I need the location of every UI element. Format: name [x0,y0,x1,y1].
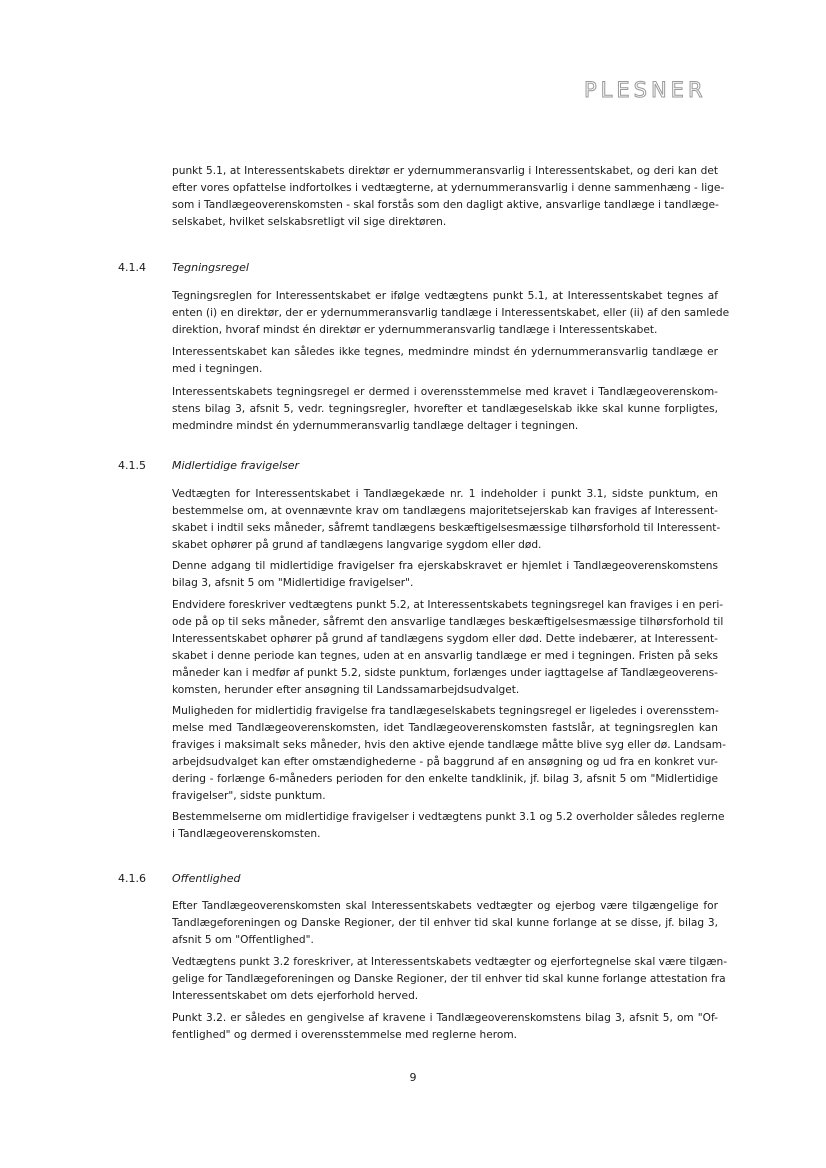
text-line: Bestemmelserne om midlertidige fravigelser i vedtægtens punkt 3.1 og 5.2 overholder således reglerne [172,811,725,823]
text-line: skabet ophører på grund af tandlægens langvarige sygdom eller død. [172,539,542,551]
text-line: Punkt 3.2. er således en gengivelse af kravene i Tandlægeoverenskomstens bilag 3, afsnit 5, om "Of- [172,1012,718,1024]
text-line: efter vores opfattelse indfortolkes i vedtægterne, at ydernummeransvarlig i denne sammenhæng - lige- [172,182,725,194]
text-line: Tegningsreglen for Interessentskabet er ifølge vedtægtens punkt 5.1, at Interessentskabet tegnes af [172,290,718,302]
paragraph [172,384,718,435]
text-line: melse med Tandlægeoverenskomsten, idet Tandlægeoverenskomsten fastslår, at tegningsreglen kan [172,722,718,734]
text-line: skabet i denne periode kan tegnes, uden at en ansvarlig tandlæge er med i tegningen. Fristen på seks [172,650,718,662]
section-heading: Tegningsregel [172,261,249,274]
text-line: Efter Tandlægeoverenskomsten skal Interessentskabets vedtægter og ejerbog være tilgængelige for [172,900,718,912]
text-line: Vedtægten for Interessentskabet i Tandlægekæde nr. 1 indeholder i punkt 3.1, sidste punktum, en [172,488,718,500]
text-line: Endvidere foreskriver vedtægtens punkt 5.2, at Interessentskabets tegningsregel kan fraviges i en peri- [172,599,724,611]
paragraph [172,597,724,699]
text-line: ode på op til seks måneder, såfremt den ansvarlige tandlæges beskæftigelsesmæssige tilhørsforhold til [172,616,724,628]
section-number: 4.1.4 [118,261,146,274]
paragraph [172,703,726,805]
text-line: Muligheden for midlertidig fravigelse fra tandlægeselskabets tegningsregel er ligeledes i overensstem- [172,705,719,717]
text-line: Interessentskabet kan således ikke tegnes, medmindre mindst én ydernummeransvarlig tandlæge er [172,346,718,358]
text-line: gelige for Tandlægeforeningen og Danske Regioner, der til enhver tid skal kunne forlange attestation fra [172,973,726,985]
section-heading: Midlertidige fravigelser [172,459,300,472]
text-line: Denne adgang til midlertidige fravigelser fra ejerskabskravet er hjemlet i Tandlægeoverenskomstens [172,560,718,572]
text-line: stens bilag 3, afsnit 5, vedr. tegningsregler, hvorefter et tandlægeselskab ikke skal kunne forpligtes, [172,403,718,415]
paragraph [172,344,718,378]
text-line: punkt 5.1, at Interessentskabets direktør er ydernummeransvarlig i Interessentskabet, og deri kan det [172,165,718,177]
text-line: bestemmelse om, at ovennævnte krav om tandlægens majoritetsejerskab kan fraviges af Interessent- [172,505,718,517]
text-line: dering - forlænge 6-måneders perioden for den enkelte tandklinik, jf. bilag 3, afsnit 5 om "Midlertidige [172,773,718,785]
paragraph [172,288,730,339]
section-number: 4.1.5 [118,459,146,472]
plesner-logo: PLESNER [584,78,707,102]
section-number: 4.1.6 [118,872,146,885]
page-number: 9 [409,1071,417,1084]
text-line: arbejdsudvalget kan efter omstændighederne - på baggrund af en ansøgning og ud fra en konkret vur- [172,756,718,768]
text-line: Vedtægtens punkt 3.2 foreskriver, at Interessentskabets vedtægter og ejerfortegnelse skal være tilgæn- [172,956,728,968]
text-line: medmindre mindst én ydernummeransvarlig tandlæge deltager i tegningen. [172,420,579,432]
paragraph [172,163,725,231]
paragraph [172,954,728,1005]
text-line: med i tegningen. [172,363,263,375]
text-line: Interessentskabet ophører på grund af tandlægens sygdom eller død. Dette indebærer, at Interessent- [172,633,718,645]
text-line: selskabet, hvilket selskabsretligt vil sige direktøren. [172,216,447,228]
text-line: fraviges i maksimalt seks måneder, hvis den aktive ejende tandlæge måtte blive syg eller dø. Landsam- [172,739,726,751]
paragraph [172,558,718,592]
text-line: Interessentskabet om dets ejerforhold herved. [172,990,419,1002]
paragraph [172,1010,718,1044]
text-line: enten (i) en direktør, der er ydernummeransvarlig tandlæge i Interessentskabet, eller (ii) af den samlede [172,307,730,319]
paragraph [172,898,718,949]
text-line: fentlighed" og dermed i overensstemmelse med reglerne herom. [172,1029,518,1041]
paragraph [172,809,725,843]
text-line: komsten, herunder efter ansøgning til Landssamarbejdsudvalget. [172,684,520,696]
text-line: direktion, hvoraf mindst én direktør er ydernummeransvarlig tandlæge i Interessentskabet. [172,324,658,336]
text-line: som i Tandlægeoverenskomsten - skal forstås som den dagligt aktive, ansvarlige tandlæge i tandlæge- [172,199,719,211]
text-line: fravigelser", sidste punktum. [172,790,326,802]
text-line: skabet i indtil seks måneder, såfremt tandlægens beskæftigelsesmæssige tilhørsforhold til Interessent- [172,522,721,534]
text-line: måneder kan i medfør af punkt 5.2, sidste punktum, forlænges under iagttagelse af Tandlægeoverens- [172,667,718,679]
text-line: i Tandlægeoverenskomsten. [172,828,321,840]
text-line: afsnit 5 om "Offentlighed". [172,934,314,946]
text-line: Tandlægeforeningen og Danske Regioner, der til enhver tid skal kunne forlange at se disse, jf. bilag 3, [172,917,718,929]
paragraph [172,486,721,554]
section-heading: Offentlighed [172,872,241,885]
text-line: bilag 3, afsnit 5 om "Midlertidige fravigelser". [172,577,414,589]
text-line: Interessentskabets tegningsregel er dermed i overensstemmelse med kravet i Tandlægeoverenskom- [172,386,718,398]
